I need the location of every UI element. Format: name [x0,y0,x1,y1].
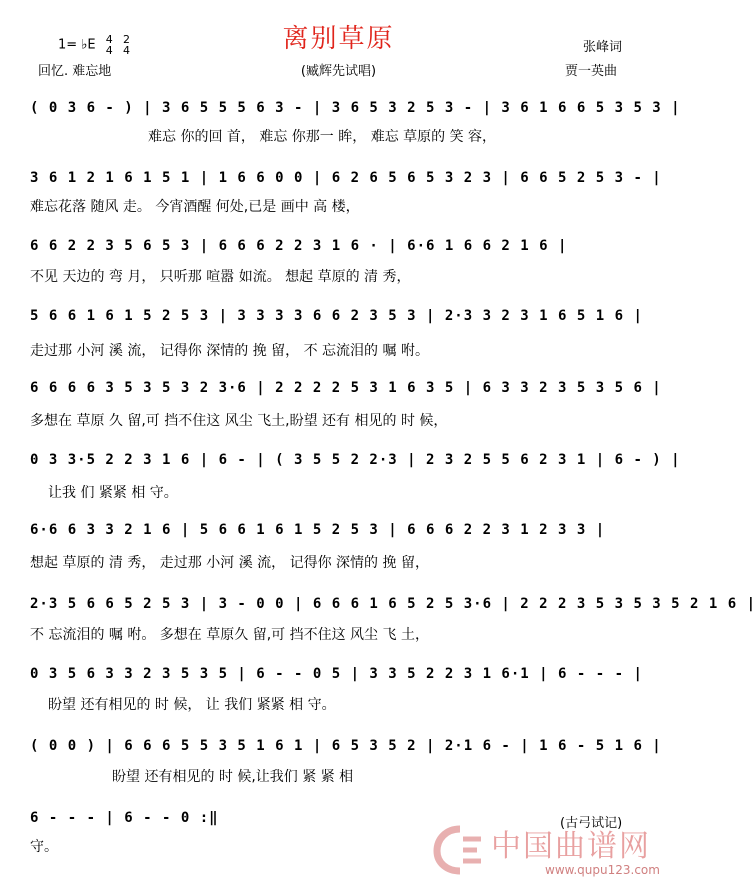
notation-line-9: 0 3 5 6 3 3 2 3 5 3 5 | 6 - - 0 5 | 3 3 5 2 2 3 1 6·1 | 6 - - - | [30,666,643,682]
notation-line-10: ( 0 0 ) | 6 6 6 5 5 3 5 1 6 1 | 6 5 3 5 2 | 2·1 6 - | 1 6 - 5 1 6 | [30,738,662,754]
lyric-line-4: 走过那 小河 溪 流， 记得你 深情的 挽 留， 不 忘流泪的 嘱 咐。 [30,343,429,359]
notation-line-3: 6 6 2 2 3 5 6 5 3 | 6 6 6 2 2 3 1 6 · | 6·6 1 6 6 2 1 6 | [30,238,568,254]
lyric-line-9: 盼望 还有相见的 时 候， 让 我们 紧紧 相 守。 [48,697,336,713]
notation-line-2: 3 6 1 2 1 6 1 5 1 | 1 6 6 0 0 | 6 2 6 5 6 5 3 2 3 | 6 6 5 2 5 3 - | [30,170,662,186]
lyric-line-1: 难忘 你的回 首， 难忘 你那一 眸， 难忘 草原的 笑 容， [148,129,497,145]
song-title: 离别草原 [282,24,395,54]
lyric-line-8: 不 忘流泪的 嘱 咐。 多想在 草原久 留,可 挡不住这 风尘 飞 土， [30,627,429,643]
lyric-line-3: 不见 天边的 弯 月， 只听那 喧嚣 如流。 想起 草原的 清 秀， [30,269,411,285]
lyricist-credit: 张峰词 [583,40,623,55]
time-signature-2: 2 4 [122,33,130,57]
lyric-line-10: 盼望 还有相见的 时 候,让我们 紧 紧 相 [112,769,354,785]
site-watermark [433,819,663,881]
tempo-mood: 回忆. 难忘地 [38,64,112,79]
transcriber-note: (古弓试记) [560,816,623,831]
watermark-url: www.qupu123.com [545,863,660,877]
lyric-line-11: 守。 [30,839,58,855]
song-subtitle: (臧辉先试唱) [300,64,377,79]
notation-line-4: 5 6 6 1 6 1 5 2 5 3 | 3 3 3 3 6 6 2 3 5 3 | 2·3 3 2 3 1 6 5 1 6 | [30,308,643,324]
lyric-line-6: 让我 们 紧紧 相 守。 [48,485,178,501]
time-signature-1: 4 4 [105,33,113,57]
notation-line-5: 6 6 6 6 3 5 3 5 3 2 3·6 | 2 2 2 2 5 3 1 6 3 5 | 6 3 3 2 3 5 3 5 6 | [30,380,662,396]
composer-credit: 贾一英曲 [565,64,618,79]
notation-line-11: 6 - - - | 6 - - 0 :‖ [30,810,219,826]
lyric-line-2: 难忘花落 随风 走。 今宵酒醒 何处,已是 画中 高 楼， [30,199,360,215]
watermark-logo-icon [433,825,487,875]
notation-line-7: 6·6 6 3 3 2 1 6 | 5 6 6 1 6 1 5 2 5 3 | 6 6 6 2 2 3 1 2 3 3 | [30,522,606,538]
notation-line-6: 0 3 3·5 2 2 3 1 6 | 6 - | ( 3 5 5 2 2·3 | 2 3 2 5 5 6 2 3 1 | 6 - ) | [30,452,681,468]
key-label: 1= ♭E [58,37,96,53]
notation-line-1: ( 0 3 6 - ) | 3 6 5 5 5 6 3 - | 3 6 5 3 2 5 3 - | 3 6 1 6 6 5 3 5 3 | [30,100,681,116]
lyric-line-7: 想起 草原的 清 秀， 走过那 小河 溪 流， 记得你 深情的 挽 留， [30,555,429,571]
lyric-line-5: 多想在 草原 久 留,可 挡不住这 风尘 飞土,盼望 还有 相见的 时 候， [30,413,448,429]
watermark-site-name: 中国曲谱网 [491,829,651,864]
notation-line-8: 2·3 5 6 6 5 2 5 3 | 3 - 0 0 | 6 6 6 1 6 5 2 5 3·6 | 2 2 2 3 5 3 5 3 5 2 1 6 | [30,596,756,612]
